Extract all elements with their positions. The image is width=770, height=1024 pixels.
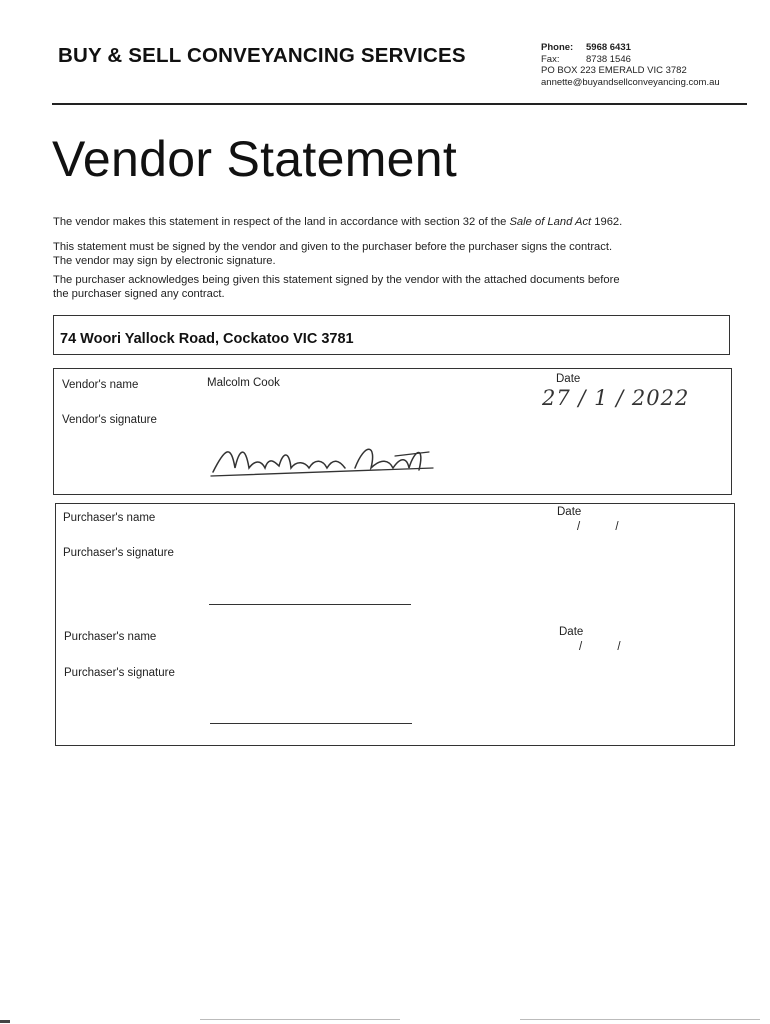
acknowledgement-paragraph (53, 274, 713, 301)
intro-text-post: 1962. (591, 216, 623, 228)
fax-row (541, 54, 720, 66)
scan-mark-left (0, 1020, 10, 1023)
purchaser-2-name-label: Purchaser's name (64, 631, 157, 643)
email: annette@buyandsellconveyancing.com.au (541, 76, 720, 88)
vendor-date-label: Date (556, 373, 581, 385)
intro-text-pre: The vendor makes this statement in respect of the land in accordance with section 32 of the (53, 216, 510, 228)
company-name: BUY & SELL CONVEYANCING SERVICES (58, 44, 466, 67)
purchaser-1-date-label: Date (557, 506, 582, 518)
intro-paragraph (53, 216, 713, 230)
vendor-name-value: Malcolm Cook (207, 377, 280, 389)
scan-mark-bottom-right (520, 1019, 760, 1020)
vendor-name-label: Vendor's name (62, 379, 139, 391)
purchaser-1-signature-line[interactable] (209, 604, 411, 605)
purchaser-2-signature-label: Purchaser's signature (64, 667, 175, 679)
act-name: Sale of Land Act (509, 216, 592, 228)
document-title: Vendor Statement (52, 131, 458, 187)
contact-details (541, 42, 720, 88)
purchaser-section-2 (55, 620, 735, 746)
ack-line-1: The purchaser acknowledges being given this statement signed by the vendor with the attached documents before (53, 274, 620, 286)
phone-row (541, 42, 720, 54)
signing-line-1: This statement must be signed by the vendor and given to the purchaser before the purchaser signs the contract. (53, 241, 613, 253)
ack-line-2: the purchaser signed any contract. (53, 287, 225, 300)
phone-label: Phone: (541, 42, 574, 53)
property-address: 74 Woori Yallock Road, Cockatoo VIC 3781 (60, 331, 354, 347)
purchaser-1-name-label: Purchaser's name (63, 512, 156, 524)
purchaser-2-date-field[interactable]: / / (579, 641, 637, 653)
vendor-date-value: 27 / 1 / 2022 (542, 386, 690, 410)
purchaser-2-date-label: Date (559, 626, 584, 638)
scan-mark-bottom (200, 1019, 400, 1020)
header-divider (52, 103, 747, 105)
signing-requirement (53, 241, 713, 268)
signing-line-2: The vendor may sign by electronic signature. (53, 254, 276, 267)
purchaser-1-date-field[interactable]: / / (577, 521, 635, 533)
po-box: PO BOX 223 EMERALD VIC 3782 (541, 65, 687, 76)
purchaser-2-signature-line[interactable] (210, 723, 412, 724)
phone-value: 5968 6431 (586, 42, 631, 53)
purchaser-1-signature-label: Purchaser's signature (63, 547, 174, 559)
fax-label: Fax: (541, 53, 560, 65)
vendor-signature-image (205, 438, 435, 480)
fax-value: 8738 1546 (586, 53, 631, 65)
vendor-signature-label: Vendor's signature (62, 414, 157, 426)
